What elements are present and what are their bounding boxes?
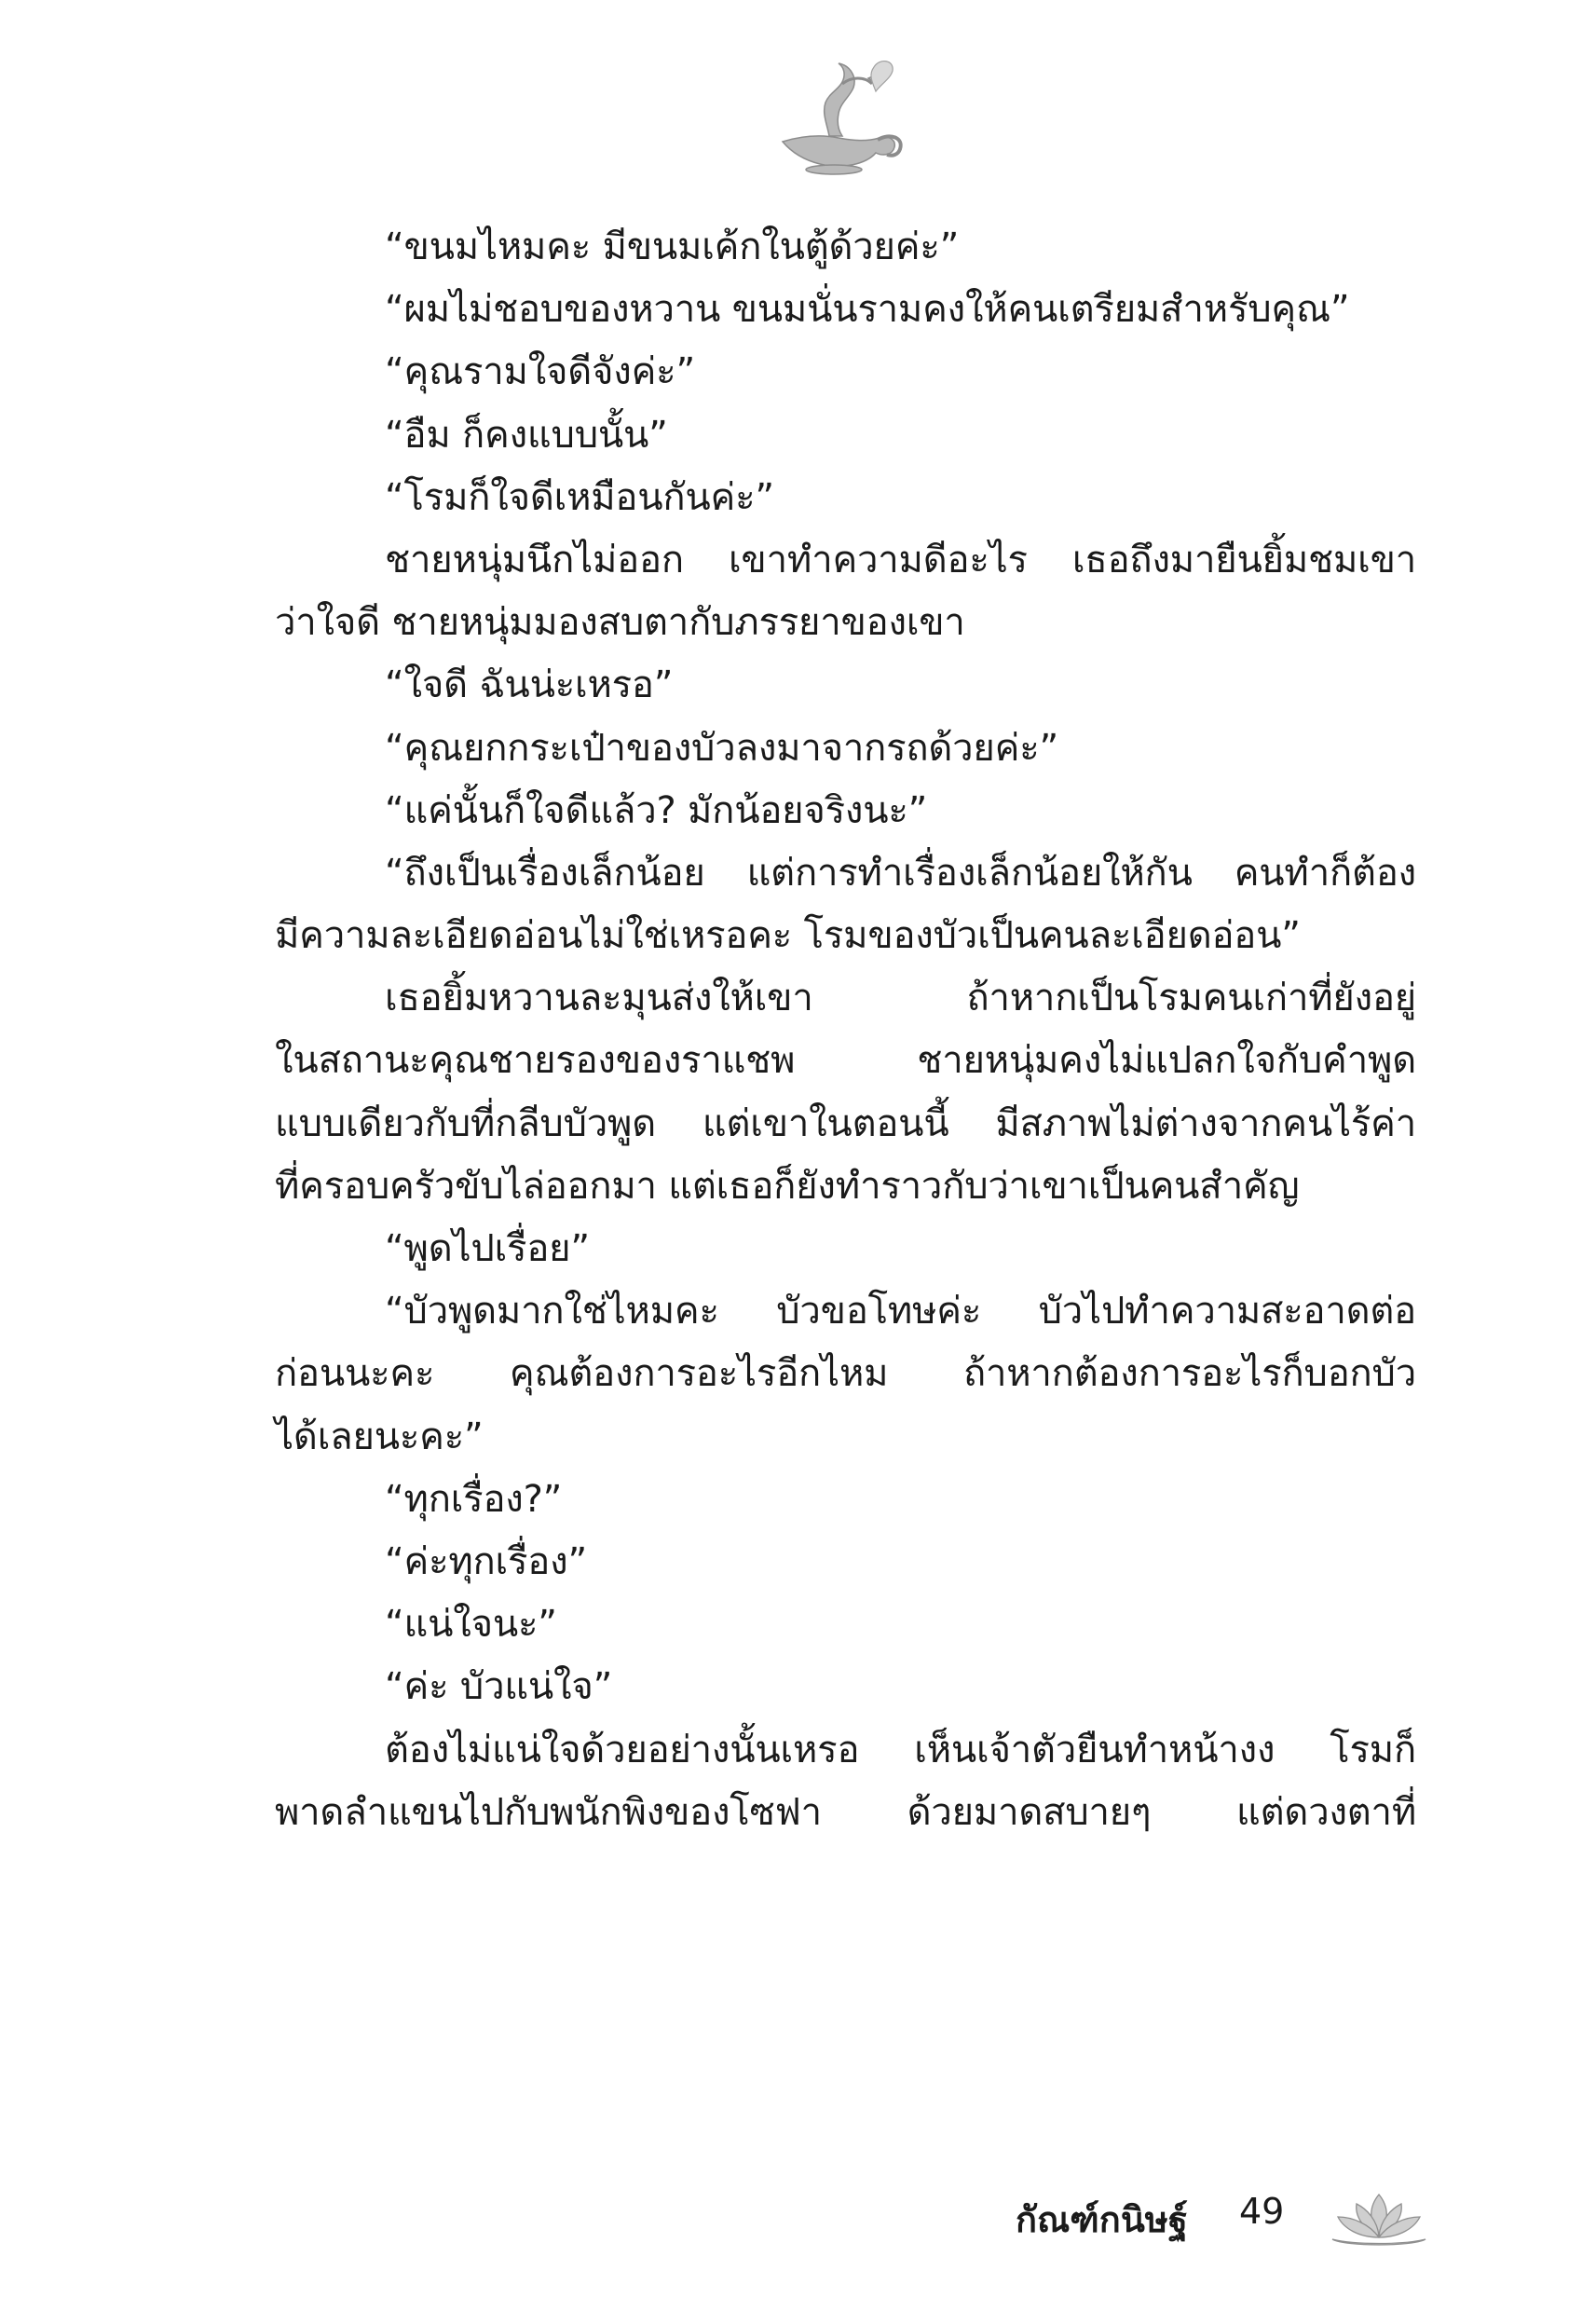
text-line: ว่าใจดี ชายหนุ่มมองสบตากับภรรยาของเขา bbox=[275, 601, 965, 645]
text-line: “ผมไม่ชอบของหวาน ขนมนั่นรามคงให้คนเตรียมสำหรับคุณ” bbox=[385, 288, 1350, 332]
text-line: ก่อนนะคะ คุณต้องการอะไรอีกไหม ถ้าหากต้องการอะไรก็บอกบัว bbox=[275, 1352, 1416, 1396]
page-number: 49 bbox=[1239, 2191, 1285, 2232]
lotus-icon bbox=[1323, 2183, 1435, 2249]
text-line: “แน่ใจนะ” bbox=[385, 1603, 557, 1647]
book-title: กัณฑ์กนิษฐ์ bbox=[1016, 2199, 1188, 2240]
text-line: ในสถานะคุณชายรองของราแชพ ชายหนุ่มคงไม่แปลกใจกับคำพูด bbox=[275, 1039, 1416, 1083]
text-line: ที่ครอบครัวขับไล่ออกมา แต่เธอก็ยังทำราวกับว่าเขาเป็นคนสำคัญ bbox=[275, 1164, 1300, 1208]
text-line: “ค่ะทุกเรื่อง” bbox=[385, 1539, 587, 1583]
text-line: ชายหนุ่มนึกไม่ออก เขาทำความดีอะไร เธอถึงมายืนยิ้มชมเขา bbox=[385, 538, 1416, 581]
text-line: “ขนมไหมคะ มีขนมเค้กในตู้ด้วยค่ะ” bbox=[385, 226, 960, 268]
text-line: “บัวพูดมากใช่ไหมคะ บัวขอโทษค่ะ บัวไปทำความสะอาดต่อ bbox=[385, 1290, 1416, 1333]
text-line: “ค่ะ บัวแน่ใจ” bbox=[385, 1665, 613, 1709]
text-line: “ทุกเรื่อง?” bbox=[385, 1477, 563, 1521]
text-line: “ถึงเป็นเรื่องเล็กน้อย แต่การทำเรื่องเล็กน้อยให้กัน คนทำก็ต้อง bbox=[385, 851, 1416, 895]
text-line: “ใจดี ฉันน่ะเหรอ” bbox=[385, 663, 674, 707]
text-line: “อืม ก็คงแบบนั้น” bbox=[385, 413, 668, 457]
text-line: ได้เลยนะคะ” bbox=[275, 1415, 484, 1458]
text-line: มีความละเอียดอ่อนไม่ใช่เหรอคะ โรมของบัวเป็นคนละเอียดอ่อน” bbox=[275, 914, 1301, 958]
text-line: “โรมก็ใจดีเหมือนกันค่ะ” bbox=[385, 475, 774, 519]
text-line: เธอยิ้มหวานละมุนส่งให้เขา ถ้าหากเป็นโรมคนเก่าที่ยังอยู่ bbox=[385, 977, 1416, 1020]
text-line: พาดลำแขนไปกับพนักพิงของโซฟา ด้วยมาดสบายๆ แต่ดวงตาที่ bbox=[275, 1790, 1416, 1834]
text-line: “แค่นั้นก็ใจดีแล้ว? มักน้อยจริงนะ” bbox=[385, 788, 928, 832]
text-line: ต้องไม่แน่ใจด้วยอย่างนั้นเหรอ เห็นเจ้าตัวยืนทำหน้างง โรมก็ bbox=[385, 1728, 1416, 1771]
body-text bbox=[275, 216, 1416, 1844]
text-line: “คุณยกกระเป๋าของบัวลงมาจากรถด้วยค่ะ” bbox=[385, 726, 1059, 770]
genie-lamp-icon bbox=[764, 56, 913, 177]
page-footer bbox=[1016, 2183, 1444, 2249]
text-line: แบบเดียวกับที่กลีบบัวพูด แต่เขาในตอนนี้ มีสภาพไม่ต่างจากคนไร้ค่า bbox=[275, 1101, 1416, 1145]
text-line: “พูดไปเรื่อย” bbox=[385, 1227, 590, 1270]
text-line: “คุณรามใจดีจังค่ะ” bbox=[385, 350, 695, 394]
